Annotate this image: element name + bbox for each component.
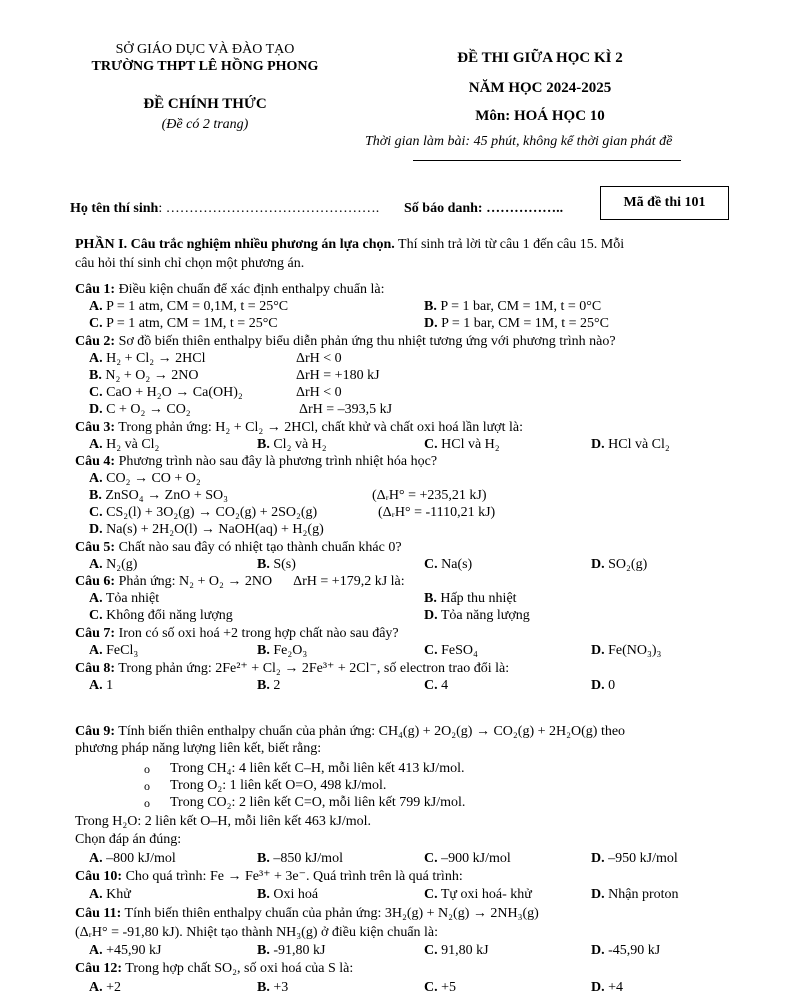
q4-option-d[interactable] <box>89 522 324 538</box>
exam-title: ĐỀ THI GIỮA HỌC KÌ 2 <box>457 50 623 66</box>
q5-option-d[interactable] <box>591 557 647 573</box>
question-2 <box>75 334 616 350</box>
option-letter: B. <box>424 591 437 606</box>
option-letter: C. <box>424 887 438 902</box>
option-text: –950 kJ/mol <box>608 851 678 866</box>
q1-option-c[interactable] <box>89 316 278 332</box>
option-letter: A. <box>89 943 103 958</box>
q6-option-b[interactable] <box>424 591 517 607</box>
school-year: NĂM HỌC 2024-2025 <box>468 80 612 96</box>
question-9 <box>75 724 625 740</box>
option-letter: A. <box>89 643 103 658</box>
option-letter: A. <box>89 887 103 902</box>
q2-option-d-enthalpy: ΔrH = –393,5 kJ <box>299 402 393 417</box>
q9-option-a[interactable] <box>89 851 176 867</box>
question-text: Chất nào sau đây có nhiệt tạo thành chuẩn khác 0? <box>115 540 402 555</box>
q3-option-c[interactable] <box>424 437 500 453</box>
option-letter: D. <box>424 608 438 623</box>
department-name: SỞ GIÁO DỤC VÀ ĐÀO TẠO <box>115 42 295 57</box>
q8-option-a[interactable] <box>89 678 113 694</box>
question-5 <box>75 540 402 556</box>
student-name-label: Họ tên thí sinh <box>70 201 159 216</box>
q2-option-b[interactable] <box>89 368 198 384</box>
question-text: Trong phản ứng: 2Fe²⁺ + Cl₂ → 2Fe³⁺ + 2Cl⁻, số electron trao đổi là: <box>115 661 510 676</box>
q10-option-b[interactable] <box>257 887 318 903</box>
option-letter: C. <box>424 980 438 995</box>
option-letter: B. <box>257 851 270 866</box>
option-letter: A. <box>89 557 103 572</box>
q9-line-h2o: Trong H₂O: 2 liên kết O–H, mỗi liên kết 463 kJ/mol. <box>75 814 372 829</box>
question-text: Sơ đồ biến thiên enthalpy biểu diễn phản ứng thu nhiệt tương ứng với phương trình nào? <box>115 334 616 349</box>
option-text: Fe₂O₃ <box>273 643 308 658</box>
option-text: –800 kJ/mol <box>106 851 176 866</box>
question-4 <box>75 454 437 470</box>
option-text: 1 <box>106 678 114 693</box>
q9-bullet-co2: o Trong CO₂: 2 liên kết C=O, mỗi liên kết 799 kJ/mol. <box>170 795 465 811</box>
q10-option-c[interactable] <box>424 887 532 903</box>
option-letter: D. <box>591 851 605 866</box>
q4-option-c-enthalpy: (ΔᵣH° = -1110,21 kJ) <box>378 505 496 520</box>
option-letter: D. <box>89 402 103 417</box>
question-number: Câu 9: <box>75 724 116 739</box>
part1-intro <box>75 237 624 253</box>
option-letter: D. <box>591 557 605 572</box>
q9-option-b[interactable] <box>257 851 343 867</box>
option-text: HCl và H₂ <box>441 437 500 452</box>
option-letter: B. <box>89 368 102 383</box>
option-letter: A. <box>89 851 103 866</box>
question-number: Câu 2: <box>75 334 116 349</box>
q12-option-b[interactable] <box>257 980 288 996</box>
exam-code-box: Mã đề thi 101 <box>600 186 729 220</box>
part1-intro-text: Thí sinh trả lời từ câu 1 đến câu 15. Mỗi <box>394 237 625 252</box>
option-text: H₂ + Cl₂ → 2HCl <box>106 351 206 366</box>
option-letter: B. <box>257 678 270 693</box>
option-letter: C. <box>424 437 438 452</box>
option-letter: C. <box>424 678 438 693</box>
q3-option-b[interactable] <box>257 437 327 453</box>
q6-option-c[interactable] <box>89 608 233 624</box>
q2-option-d[interactable] <box>89 402 191 418</box>
option-text: C + O₂ → CO₂ <box>106 402 191 417</box>
option-text: FeSO₄ <box>441 643 478 658</box>
question-10 <box>75 869 463 885</box>
option-text: +2 <box>106 980 122 995</box>
option-text: ZnSO₄ → ZnO + SO₃ <box>105 488 229 503</box>
q9-option-d[interactable] <box>591 851 678 867</box>
option-letter: B. <box>257 643 270 658</box>
question-text: Cho quá trình: Fe → Fe³⁺ + 3e⁻. Quá trình trên là quá trình: <box>122 869 463 884</box>
q5-option-a[interactable] <box>89 557 137 573</box>
part1-title: PHẦN I. Câu trắc nghiệm nhiều phương án lựa chọn. <box>75 237 395 252</box>
student-id-label: Số báo danh: …………….. <box>404 201 564 216</box>
q3-option-a[interactable] <box>89 437 159 453</box>
option-letter: A. <box>89 678 103 693</box>
q7-option-c[interactable] <box>424 643 478 659</box>
option-text: Không đổi năng lượng <box>106 608 233 623</box>
option-letter: B. <box>257 557 270 572</box>
option-letter: C. <box>424 643 438 658</box>
option-text: P = 1 atm, CM = 1M, t = 25°C <box>106 316 278 331</box>
page-count: (Đề có 2 trang) <box>161 117 249 132</box>
option-text: 2 <box>273 678 281 693</box>
option-text: P = 1 bar, CM = 1M, t = 0°C <box>440 299 602 314</box>
q4-option-a[interactable] <box>89 471 201 487</box>
q1-option-b[interactable] <box>424 299 601 315</box>
q8-option-d[interactable] <box>591 678 615 694</box>
option-text: Hấp thu nhiệt <box>440 591 517 606</box>
q7-option-d[interactable] <box>591 643 661 659</box>
option-text: +3 <box>273 980 289 995</box>
option-text: +4 <box>608 980 624 995</box>
option-letter: A. <box>89 591 103 606</box>
question-number: Câu 4: <box>75 454 116 469</box>
option-text: +5 <box>441 980 457 995</box>
option-letter: B. <box>424 299 437 314</box>
question-9-line2: phương pháp năng lượng liên kết, biết rằng: <box>75 741 322 756</box>
option-letter: D. <box>591 887 605 902</box>
option-text: HCl và Cl₂ <box>608 437 670 452</box>
question-8 <box>75 661 509 677</box>
option-text: S(s) <box>273 557 296 572</box>
question-number: Câu 12: <box>75 961 123 976</box>
part1-intro-line2: câu hỏi thí sinh chỉ chọn một phương án. <box>75 256 305 271</box>
q2-option-b-enthalpy: ΔrH = +180 kJ <box>296 368 380 383</box>
option-letter: B. <box>257 437 270 452</box>
q5-option-c[interactable] <box>424 557 472 573</box>
option-text: Tỏa năng lượng <box>440 608 530 623</box>
option-letter: A. <box>89 299 103 314</box>
option-text: Nhận proton <box>608 887 679 902</box>
option-text: Tự oxi hoá- khử <box>440 887 532 902</box>
question-number: Câu 7: <box>75 626 116 641</box>
question-number: Câu 5: <box>75 540 116 555</box>
option-text: N₂ + O₂ → 2NO <box>105 368 199 383</box>
q2-option-c-enthalpy: ΔrH < 0 <box>296 385 342 400</box>
option-letter: A. <box>89 471 103 486</box>
option-text: Na(s) <box>441 557 473 572</box>
question-text: Trong phản ứng: H₂ + Cl₂ → 2HCl, chất khử và chất oxi hoá lần lượt là: <box>115 420 523 435</box>
q8-option-c[interactable] <box>424 678 448 694</box>
question-7 <box>75 626 399 642</box>
option-letter: D. <box>424 316 438 331</box>
q2-option-a[interactable] <box>89 351 205 367</box>
q8-option-b[interactable] <box>257 678 280 694</box>
option-letter: C. <box>89 385 103 400</box>
option-text: Khử <box>106 887 131 902</box>
option-letter: C. <box>424 943 438 958</box>
option-text: P = 1 bar, CM = 1M, t = 25°C <box>441 316 609 331</box>
option-letter: B. <box>89 488 102 503</box>
q11-option-d[interactable] <box>591 943 660 959</box>
student-name-line <box>70 201 379 217</box>
question-6 <box>75 574 405 590</box>
student-name-dots: : ………………………………………. <box>158 201 380 216</box>
option-letter: D. <box>591 943 605 958</box>
option-text: 91,80 kJ <box>441 943 489 958</box>
option-text: CO₂ → CO + O₂ <box>106 471 201 486</box>
question-number: Câu 6: <box>75 574 116 589</box>
question-11 <box>75 906 539 922</box>
question-3 <box>75 420 523 436</box>
question-number: Câu 8: <box>75 661 116 676</box>
q7-option-a[interactable] <box>89 643 138 659</box>
q2-option-c[interactable] <box>89 385 243 401</box>
option-text: Tỏa nhiệt <box>105 591 160 606</box>
option-text: CaO + H₂O → Ca(OH)₂ <box>106 385 243 400</box>
q12-option-a[interactable] <box>89 980 121 996</box>
option-text: 0 <box>608 678 616 693</box>
option-text: FeCl₃ <box>106 643 139 658</box>
option-letter: C. <box>89 316 103 331</box>
question-text: Trong hợp chất SO₂, số oxi hoá của S là: <box>122 961 354 976</box>
question-1 <box>75 282 384 298</box>
option-text: –900 kJ/mol <box>441 851 511 866</box>
school-name: TRƯỜNG THPT LÊ HỒNG PHONG <box>91 59 319 74</box>
question-number: Câu 1: <box>75 282 116 297</box>
q11-option-a[interactable] <box>89 943 161 959</box>
option-letter: D. <box>89 522 103 537</box>
option-text: +45,90 kJ <box>106 943 162 958</box>
question-number: Câu 11: <box>75 906 122 921</box>
option-text: SO₂(g) <box>608 557 648 572</box>
option-text: -91,80 kJ <box>273 943 326 958</box>
q12-option-d[interactable] <box>591 980 623 996</box>
q3-option-d[interactable] <box>591 437 670 453</box>
option-text: Fe(NO₃)₃ <box>608 643 662 658</box>
question-text: Điều kiện chuẩn để xác định enthalpy chuẩn là: <box>115 282 385 297</box>
option-text: Cl₂ và H₂ <box>273 437 327 452</box>
option-letter: C. <box>89 505 103 520</box>
question-text: Tính biến thiên enthalpy chuẩn của phản ứng: CH₄(g) + 2O₂(g) → CO₂(g) + 2H₂O(g) theo <box>115 724 626 739</box>
exam-duration: Thời gian làm bài: 45 phút, không kể thời gian phát đề <box>365 134 673 149</box>
question-text: Phản ứng: N₂ + O₂ → 2NO ΔrH = +179,2 kJ là: <box>115 574 405 589</box>
question-number: Câu 10: <box>75 869 123 884</box>
official-label: ĐỀ CHÍNH THỨC <box>143 96 267 112</box>
q7-option-b[interactable] <box>257 643 307 659</box>
q10-option-d[interactable] <box>591 887 679 903</box>
option-text: N₂(g) <box>106 557 138 572</box>
q6-option-a[interactable] <box>89 591 159 607</box>
q6-option-d[interactable] <box>424 608 530 624</box>
option-letter: B. <box>257 887 270 902</box>
q5-option-b[interactable] <box>257 557 296 573</box>
option-text: -45,90 kJ <box>608 943 661 958</box>
option-text: H₂ và Cl₂ <box>106 437 160 452</box>
question-text: Iron có số oxi hoá +2 trong hợp chất nào sau đây? <box>115 626 399 641</box>
subject-title: Môn: HOÁ HỌC 10 <box>475 108 605 124</box>
option-letter: B. <box>257 943 270 958</box>
option-letter: C. <box>89 608 103 623</box>
q4-option-c[interactable] <box>89 505 317 521</box>
q1-option-a[interactable] <box>89 299 288 315</box>
question-text: Tính biến thiên enthalpy chuẩn của phản ứng: 3H₂(g) + N₂(g) → 2NH₃(g) <box>121 906 539 921</box>
q1-option-d[interactable] <box>424 316 609 332</box>
option-letter: D. <box>591 980 605 995</box>
option-text: Na(s) + 2H₂O(l) → NaOH(aq) + H₂(g) <box>106 522 324 537</box>
option-letter: A. <box>89 437 103 452</box>
q9-bullet-ch4: o Trong CH₄: 4 liên kết C–H, mỗi liên kết 413 kJ/mol. <box>170 761 464 777</box>
option-text: P = 1 atm, CM = 0,1M, t = 25°C <box>106 299 289 314</box>
option-text: Oxi hoá <box>273 887 319 902</box>
option-text: CS₂(l) + 3O₂(g) → CO₂(g) + 2SO₂(g) <box>106 505 318 520</box>
option-letter: D. <box>591 678 605 693</box>
option-text: 4 <box>441 678 449 693</box>
option-letter: C. <box>424 851 438 866</box>
q12-option-c[interactable] <box>424 980 456 996</box>
q2-option-a-enthalpy: ΔrH < 0 <box>296 351 342 366</box>
q10-option-a[interactable] <box>89 887 131 903</box>
q9-bullet-o2: o Trong O₂: 1 liên kết O=O, 498 kJ/mol. <box>170 778 386 794</box>
option-letter: C. <box>424 557 438 572</box>
question-11-line2: (ΔᵣH° = -91,80 kJ). Nhiệt tạo thành NH₃(g) ở điều kiện chuẩn là: <box>75 925 439 940</box>
q9-choose-answer: Chọn đáp án đúng: <box>75 832 182 847</box>
option-letter: D. <box>591 643 605 658</box>
option-text: –850 kJ/mol <box>273 851 343 866</box>
option-letter: D. <box>591 437 605 452</box>
header-divider <box>413 160 681 161</box>
q11-option-b[interactable] <box>257 943 325 959</box>
q4-option-b-enthalpy: (ΔᵣH° = +235,21 kJ) <box>372 488 487 503</box>
q9-option-c[interactable] <box>424 851 511 867</box>
option-letter: A. <box>89 980 103 995</box>
option-letter: A. <box>89 351 103 366</box>
question-12 <box>75 961 353 977</box>
option-letter: B. <box>257 980 270 995</box>
question-text: Phương trình nào sau đây là phương trình nhiệt hóa học? <box>115 454 438 469</box>
question-number: Câu 3: <box>75 420 116 435</box>
q4-option-b[interactable] <box>89 488 228 504</box>
q11-option-c[interactable] <box>424 943 489 959</box>
